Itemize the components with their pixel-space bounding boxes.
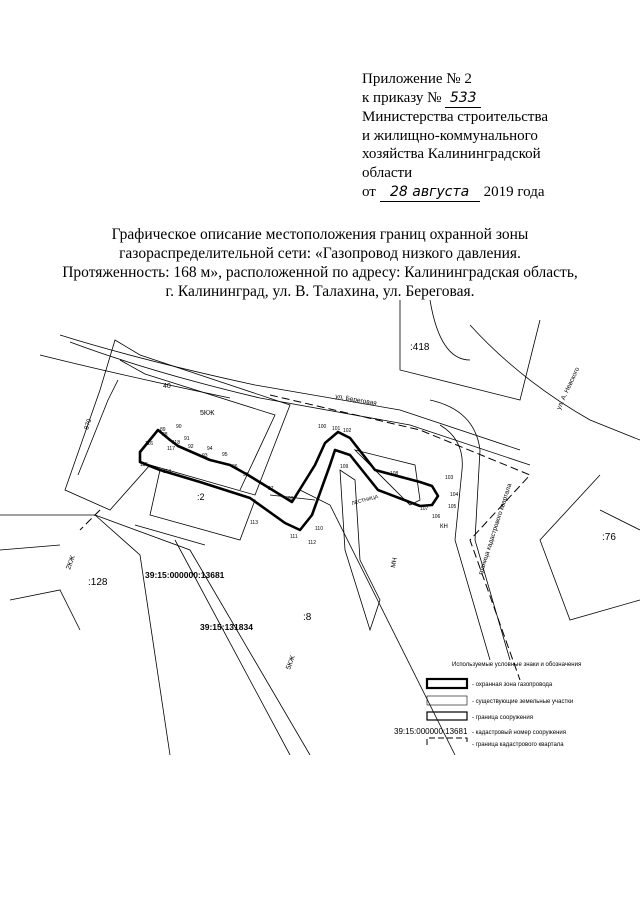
point-number: 114: [163, 469, 171, 475]
order-number: 533: [445, 89, 481, 109]
ministry-line: хозяйства Калининградской: [362, 146, 541, 163]
title-line: Графическое описание местоположения границ охранной зоны: [111, 226, 529, 243]
title-line: Протяженность: 168 м», расположенной по адресу: Калининградская область,: [62, 264, 578, 281]
point-number: 102: [343, 428, 352, 434]
small-label: КН: [440, 524, 448, 530]
order-line: [362, 89, 548, 109]
ministry-line: Министерства строительства: [362, 109, 549, 126]
title-line: г. Калининград, ул. В. Талахина, ул. Береговая.: [165, 283, 475, 300]
order-prefix: к приказу №: [362, 89, 442, 106]
point-number: 100: [318, 424, 327, 430]
point-number: 106: [432, 514, 441, 520]
point-number: 111: [290, 534, 298, 540]
parcel-label: :76: [602, 532, 616, 543]
point-number: 117: [167, 446, 175, 452]
point-number: 112: [308, 540, 316, 546]
legend-text: - кадастровый номер сооружения: [472, 730, 566, 736]
point-number: 109: [340, 464, 349, 470]
cadastral-number: 39:15:000000:13681: [145, 570, 225, 580]
parcel-label: :128: [88, 577, 108, 588]
ministry-line: и жилищно-коммунального: [362, 127, 538, 144]
point-number: 103: [445, 475, 454, 481]
parcel-label: :8: [303, 612, 312, 623]
point-number: 99: [288, 496, 294, 502]
point-number: 113: [250, 520, 258, 526]
point-numbers: [140, 424, 459, 546]
small-label: 870: [83, 418, 94, 431]
parcel-label: :2: [197, 492, 205, 502]
cadastral-map: [0, 300, 640, 755]
point-number: 89: [160, 427, 166, 433]
point-number: 118: [172, 440, 180, 446]
gas-protection-zone: [140, 430, 438, 530]
point-number: 94: [207, 446, 213, 452]
legend-sample-zone: [427, 679, 467, 688]
title-line: газораспределительной сети: «Газопровод низкого давления.: [119, 245, 521, 262]
point-number: 110: [315, 526, 323, 532]
date-suffix: 2019 года: [483, 183, 545, 200]
parcel-label: 2КЖ: [65, 554, 77, 571]
legend-title: Используемые условные знаки и обозначения: [452, 662, 582, 668]
point-number: 90: [176, 424, 182, 430]
point-number: 95: [222, 452, 228, 458]
legend-text: - граница кадастрового квартала: [472, 742, 564, 748]
appendix-header: [362, 70, 548, 202]
point-number: 105: [448, 504, 457, 510]
parcel-label: 5КЖ: [200, 410, 215, 417]
point-number: 101: [332, 426, 341, 432]
point-number: 104: [450, 492, 459, 498]
point-number: 88: [162, 432, 168, 438]
legend-sample-parcel: [427, 696, 467, 705]
legend: [394, 662, 581, 748]
appendix-line: Приложение № 2: [362, 71, 472, 87]
date-prefix: от: [362, 183, 376, 200]
parcel-label: 40: [163, 383, 171, 390]
parcel-label: 5КЖ: [285, 654, 297, 671]
legend-text: - существующие земельные участки: [472, 699, 574, 705]
point-number: 116: [145, 441, 153, 447]
point-number: 97: [268, 486, 274, 492]
quarter-boundary: [80, 395, 530, 680]
street-label: ул. А. Невского: [555, 366, 582, 411]
point-number: 92: [188, 444, 194, 450]
boundary-label: граница кадастрового квартала: [477, 482, 514, 576]
point-number: 115: [140, 462, 148, 468]
date-handwritten: 28 августа: [380, 183, 480, 203]
street-label: ул. Береговая: [334, 393, 378, 408]
point-number: 96: [232, 464, 238, 470]
cadastral-number: 39:15:131834: [200, 622, 253, 632]
legend-sample-cadastral: 39:15:000000:13681: [394, 727, 468, 736]
ministry-line: области: [362, 164, 413, 181]
point-number: 107: [420, 506, 429, 512]
point-number: 93: [202, 453, 208, 459]
parcel-label: МН: [390, 557, 399, 569]
legend-text: - граница сооружения: [472, 715, 533, 721]
parcel-label: :418: [410, 342, 430, 353]
legend-sample-structure: [427, 712, 467, 720]
legend-text: - охранная зона газопровода: [472, 682, 553, 688]
small-label: ЛЕСТНИЦА: [350, 494, 379, 507]
point-number: 98: [243, 472, 249, 478]
point-number: 108: [390, 471, 399, 477]
point-number: 91: [184, 436, 190, 442]
document-title: [40, 225, 600, 301]
date-line: [362, 183, 548, 203]
